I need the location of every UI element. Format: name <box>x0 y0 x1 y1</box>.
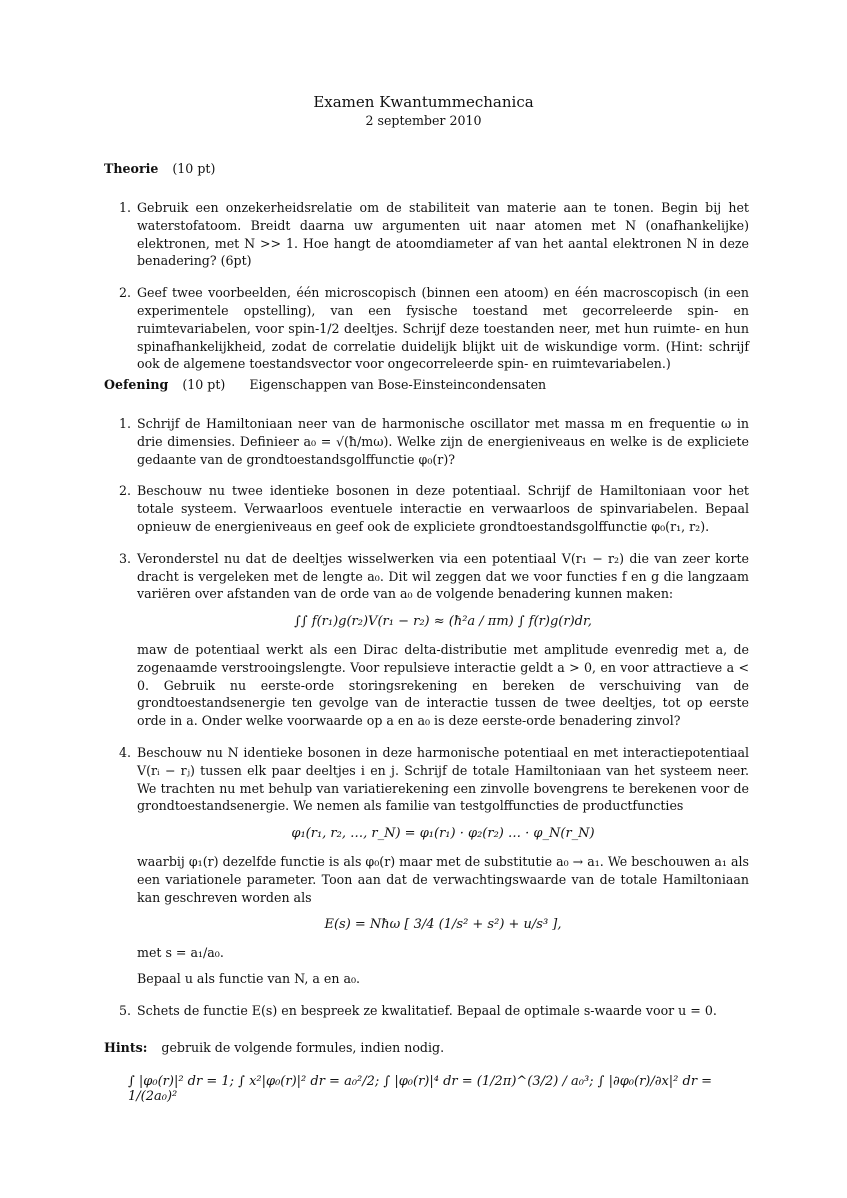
list-item <box>103 284 749 373</box>
item-number: 3. <box>119 550 132 566</box>
list-item <box>103 1002 749 1020</box>
item-text-substitution: met s = a₁/a₀. <box>137 945 224 961</box>
document-title: Examen Kwantummechanica <box>313 93 534 111</box>
list-item <box>103 744 749 988</box>
list-item <box>103 550 749 730</box>
item-text: Schrijf de Hamiltoniaan neer van de harmonische oscillator met massa m en frequentie ω in drie dimensies. Definieer a₀ = √(ħ/mω). Welke zijn de energieniveaus en welke is de expliciete gedaante van de grondtoestandsgolffunctie φ₀(r)? <box>137 416 749 467</box>
item-text-continued: maw de potentiaal werkt als een Dirac delta-distributie met amplitude evenredig met a, de zogenaamde verstrooingslengte. Voor repulsieve interactie geldt a > 0, en voor attractieve a < 0. Gebruik nu eerste-orde storingsrekening en bereken de verschuiving van de grondtoestandsenergie ten gevolge van de interactie tussen de twee deeltjes, tot op eerste orde in a. Onder welke voorwaarde op a en a₀ is deze eerste-orde benadering zinvol? <box>137 641 749 729</box>
item-text: Schets de functie E(s) en bespreek ze kwalitatief. Bepaal de optimale s-waarde voor u = 0. <box>137 1002 717 1018</box>
item-number: 2. <box>119 483 132 499</box>
list-item <box>103 199 749 270</box>
theory-list <box>103 199 749 387</box>
theory-points: (10 pt) <box>172 161 216 176</box>
exercise-title: Oefening <box>104 377 169 392</box>
formula-interaction: ∫∫ f(r₁)g(r₂)V(r₁ − r₂) ≈ (ħ²a / πm) ∫ f(r)g(r)dr, <box>294 614 592 630</box>
exercise-heading <box>104 376 546 394</box>
list-item <box>103 415 749 468</box>
exercise-points: (10 pt) <box>182 377 226 392</box>
hints-text: gebruik de volgende formules, indien nodig. <box>161 1040 445 1055</box>
theory-title: Theorie <box>104 161 159 176</box>
item-text: Beschouw nu twee identieke bosonen in deze potentiaal. Schrijf de Hamiltoniaan voor het totale systeem. Verwaarloos eventuele interactie en verwaarloos de spinvariabelen. Bepaal opnieuw de energieniveaus en geef ook de expliciete grondtoestandsgolffunctie φ₀(r₁, r₂). <box>137 483 749 534</box>
item-text: Geef twee voorbeelden, één microscopisch (binnen een atoom) en één macroscopisch (in een experimentele opstelling), van een fysische toestand met gecorreleerde spin- en ruimtevariabelen, voor spin-1/2 deeltjes. Schrijf deze toestanden neer, met hun ruimte- en hun spinafhankelijkheid, zodat de correlatie duidelijk blijkt uit de wiskundige vorm. (Hint: schrijf ook de algemene toestandsvector voor ongecorreleerde spin- en ruimtevariabelen.) <box>137 285 749 372</box>
item-text: Gebruik een onzekerheidsrelatie om de stabiliteit van materie aan te tonen. Begin bij het waterstofatoom. Breidt daarna uw argumenten uit naar atomen met N (onafhankelijke) elektronen, met N >> 1. Hoe hangt de atoomdiameter af van het aantal elektronen N in deze benadering? (6pt) <box>137 200 749 269</box>
item-number: 5. <box>119 1002 132 1018</box>
item-number: 4. <box>119 744 132 760</box>
document-header <box>0 92 847 129</box>
hints-formulas: ∫ |φ₀(r)|² dr = 1; ∫ x²|φ₀(r)|² dr = a₀²/2; ∫ |φ₀(r)|⁴ dr = (1/2π)^(3/2) / a₀³; ∫ |∂φ₀(r)/∂x|² dr = 1/(2a₀)² <box>128 1074 713 1104</box>
exercise-list <box>103 415 749 1034</box>
formula-energy: E(s) = Nħω [ 3/4 (1/s² + s²) + u/s³ ], <box>324 917 562 933</box>
item-text-task: Bepaal u als functie van N, a en a₀. <box>137 970 361 986</box>
item-number: 1. <box>119 416 132 431</box>
item-text-continued: waarbij φ₁(r) dezelfde functie is als φ₀(r) maar met de substitutie a₀ → a₁. We beschouwen a₁ als een variationele parameter. Toon aan dat de verwachtingswaarde van de totale Hamiltoniaan kan geschreven worden als <box>137 853 749 905</box>
hints-heading <box>104 1040 444 1055</box>
hints-title: Hints: <box>104 1040 148 1055</box>
item-number: 2. <box>119 285 132 301</box>
theory-heading <box>104 160 239 178</box>
exercise-subtitle: Eigenschappen van Bose-Einsteincondensaten <box>249 377 547 392</box>
document-date: 2 september 2010 <box>365 113 482 128</box>
item-number: 1. <box>119 200 132 215</box>
formula-product-function: φ₁(r₁, r₂, …, r_N) = φ₁(r₁) · φ₂(r₂) … · φ_N(r_N) <box>291 826 595 842</box>
item-text: Beschouw nu N identieke bosonen in deze harmonische potentiaal en met interactiepotentiaal V(rᵢ − rⱼ) tussen elk paar deeltjes i en j. Schrijf de totale Hamiltoniaan van het systeem neer. We trachten nu met behulp van variatierekening een zinvolle bovengrens te berekenen voor de grondtoestandsenergie. We nemen als familie van testgolffuncties de productfuncties <box>137 744 749 814</box>
item-text: Veronderstel nu dat de deeltjes wisselwerken via een potentiaal V(r₁ − r₂) die van zeer korte dracht is vergeleken met de lengte a₀. Dit wil zeggen dat we voor functies f en g die langzaam variëren over afstanden van de orde van a₀ de volgende benadering kunnen maken: <box>137 550 749 602</box>
list-item <box>103 482 749 535</box>
